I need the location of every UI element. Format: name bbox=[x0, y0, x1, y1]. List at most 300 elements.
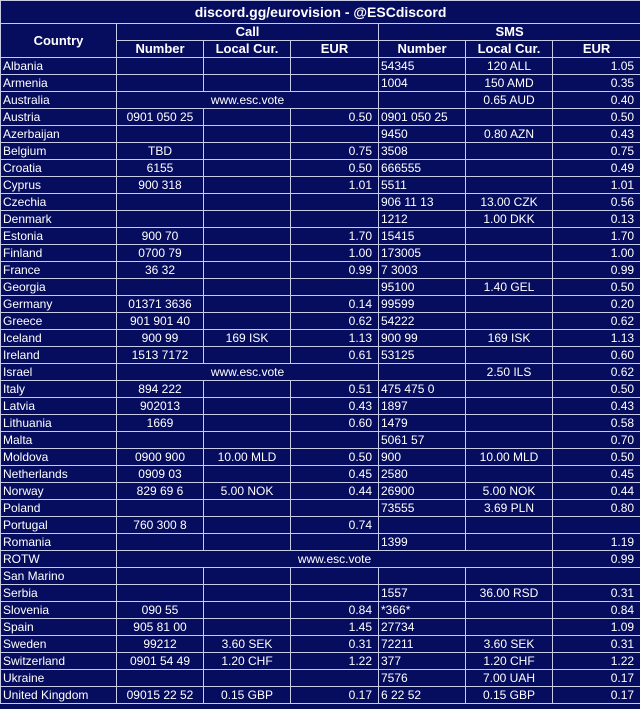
sms-number-cell: *366* bbox=[379, 602, 466, 619]
call-eur-cell: 1.01 bbox=[291, 177, 379, 194]
sms-local-currency-cell: 1.40 GEL bbox=[466, 279, 553, 296]
sms-number-cell: 3508 bbox=[379, 143, 466, 160]
sms-local-currency-cell: 120 ALL bbox=[466, 58, 553, 75]
sms-local-currency-cell: 36.00 RSD bbox=[466, 585, 553, 602]
call-number-cell bbox=[117, 75, 204, 92]
call-local-currency-cell bbox=[204, 228, 291, 245]
table-row bbox=[1, 398, 640, 415]
call-local-currency-cell bbox=[204, 500, 291, 517]
sms-local-currency-cell bbox=[466, 109, 553, 126]
call-eur-cell: 0.51 bbox=[291, 381, 379, 398]
sms-number-cell: 15415 bbox=[379, 228, 466, 245]
table-row bbox=[1, 194, 640, 211]
call-local-currency-header: Local Cur. bbox=[204, 41, 291, 58]
sms-eur-cell: 0.62 bbox=[553, 364, 640, 381]
table-row bbox=[1, 160, 640, 177]
country-cell: Greece bbox=[1, 313, 117, 330]
country-cell: Denmark bbox=[1, 211, 117, 228]
call-number-cell: 0900 900 bbox=[117, 449, 204, 466]
sms-local-currency-cell: 3.60 SEK bbox=[466, 636, 553, 653]
sms-number-cell: 1479 bbox=[379, 415, 466, 432]
table-row bbox=[1, 432, 640, 449]
country-cell: Iceland bbox=[1, 330, 117, 347]
call-number-cell: 1669 bbox=[117, 415, 204, 432]
table-row bbox=[1, 500, 640, 517]
sms-eur-cell: 0.49 bbox=[553, 160, 640, 177]
table-row bbox=[1, 653, 640, 670]
table-row bbox=[1, 415, 640, 432]
sms-eur-cell: 0.20 bbox=[553, 296, 640, 313]
sms-eur-cell: 0.31 bbox=[553, 636, 640, 653]
table-row bbox=[1, 670, 640, 687]
country-cell: Austria bbox=[1, 109, 117, 126]
call-local-currency-cell bbox=[204, 534, 291, 551]
call-eur-cell bbox=[291, 279, 379, 296]
table-row bbox=[1, 619, 640, 636]
call-local-currency-cell bbox=[204, 160, 291, 177]
sms-number-cell: 377 bbox=[379, 653, 466, 670]
sms-number-cell: 1004 bbox=[379, 75, 466, 92]
table-row bbox=[1, 177, 640, 194]
country-cell: Portugal bbox=[1, 517, 117, 534]
sms-eur-cell: 0.44 bbox=[553, 483, 640, 500]
table-row bbox=[1, 534, 640, 551]
call-local-currency-cell: 0.15 GBP bbox=[204, 687, 291, 704]
sms-local-currency-cell bbox=[466, 296, 553, 313]
sms-local-currency-cell: 13.00 CZK bbox=[466, 194, 553, 211]
country-cell: Switzerland bbox=[1, 653, 117, 670]
table-row bbox=[1, 75, 640, 92]
table-row bbox=[1, 143, 640, 160]
call-local-currency-cell: 3.60 SEK bbox=[204, 636, 291, 653]
table-row bbox=[1, 262, 640, 279]
call-eur-cell bbox=[291, 500, 379, 517]
sms-eur-cell: 1.05 bbox=[553, 58, 640, 75]
country-cell: Georgia bbox=[1, 279, 117, 296]
call-eur-cell bbox=[291, 58, 379, 75]
sms-number-cell: 1399 bbox=[379, 534, 466, 551]
sms-eur-cell: 1.13 bbox=[553, 330, 640, 347]
country-cell: Serbia bbox=[1, 585, 117, 602]
country-cell: Spain bbox=[1, 619, 117, 636]
call-local-currency-cell bbox=[204, 143, 291, 160]
sms-number-cell: 1897 bbox=[379, 398, 466, 415]
sms-number-cell: 27734 bbox=[379, 619, 466, 636]
country-cell: Ireland bbox=[1, 347, 117, 364]
call-eur-cell: 0.50 bbox=[291, 449, 379, 466]
vote-website-cell: www.esc.vote bbox=[117, 551, 553, 568]
table-row bbox=[1, 330, 640, 347]
sms-eur-cell: 0.75 bbox=[553, 143, 640, 160]
call-number-cell bbox=[117, 126, 204, 143]
sms-local-currency-cell bbox=[466, 245, 553, 262]
table-row bbox=[1, 602, 640, 619]
call-number-cell: 900 99 bbox=[117, 330, 204, 347]
call-number-cell bbox=[117, 534, 204, 551]
sms-number-cell: 73555 bbox=[379, 500, 466, 517]
sms-eur-cell: 0.43 bbox=[553, 398, 640, 415]
call-number-cell: 902013 bbox=[117, 398, 204, 415]
sms-number-cell: 7576 bbox=[379, 670, 466, 687]
country-cell: ROTW bbox=[1, 551, 117, 568]
call-eur-cell bbox=[291, 194, 379, 211]
sms-local-currency-cell bbox=[466, 381, 553, 398]
call-number-cell: 905 81 00 bbox=[117, 619, 204, 636]
call-local-currency-cell: 10.00 MLD bbox=[204, 449, 291, 466]
table-row bbox=[1, 296, 640, 313]
call-local-currency-cell bbox=[204, 585, 291, 602]
call-eur-cell: 0.50 bbox=[291, 109, 379, 126]
call-number-cell bbox=[117, 279, 204, 296]
call-number-cell: 090 55 bbox=[117, 602, 204, 619]
call-eur-cell bbox=[291, 432, 379, 449]
call-number-cell bbox=[117, 585, 204, 602]
call-eur-cell bbox=[291, 585, 379, 602]
sms-number-cell: 906 11 13 bbox=[379, 194, 466, 211]
country-cell: Malta bbox=[1, 432, 117, 449]
table-row bbox=[1, 585, 640, 602]
call-header: Call bbox=[117, 24, 379, 41]
sms-local-currency-cell bbox=[466, 432, 553, 449]
country-cell: Azerbaijan bbox=[1, 126, 117, 143]
sms-eur-cell: 1.70 bbox=[553, 228, 640, 245]
table-title: discord.gg/eurovision - @ESCdiscord bbox=[1, 1, 640, 24]
call-local-currency-cell bbox=[204, 279, 291, 296]
sms-local-currency-cell bbox=[466, 415, 553, 432]
call-number-cell: 99212 bbox=[117, 636, 204, 653]
country-cell: San Marino bbox=[1, 568, 117, 585]
call-eur-cell: 0.62 bbox=[291, 313, 379, 330]
call-eur-cell bbox=[291, 534, 379, 551]
country-cell: Netherlands bbox=[1, 466, 117, 483]
sms-number-cell: 1557 bbox=[379, 585, 466, 602]
country-cell: Armenia bbox=[1, 75, 117, 92]
table-row bbox=[1, 211, 640, 228]
sms-header: SMS bbox=[379, 24, 640, 41]
sms-eur-cell: 1.19 bbox=[553, 534, 640, 551]
table-row bbox=[1, 636, 640, 653]
sms-number-cell bbox=[379, 92, 466, 109]
call-eur-cell: 0.50 bbox=[291, 160, 379, 177]
table-row bbox=[1, 58, 640, 75]
sms-number-cell: 26900 bbox=[379, 483, 466, 500]
call-local-currency-cell: 169 ISK bbox=[204, 330, 291, 347]
country-cell: Albania bbox=[1, 58, 117, 75]
call-local-currency-cell bbox=[204, 75, 291, 92]
sms-number-cell: 5061 57 bbox=[379, 432, 466, 449]
call-number-cell: 1513 7172 bbox=[117, 347, 204, 364]
table-row bbox=[1, 228, 640, 245]
sms-number-cell: 666555 bbox=[379, 160, 466, 177]
table-row bbox=[1, 245, 640, 262]
country-cell: Israel bbox=[1, 364, 117, 381]
country-cell: Italy bbox=[1, 381, 117, 398]
sms-number-cell: 54222 bbox=[379, 313, 466, 330]
sms-local-currency-header: Local Cur. bbox=[466, 41, 553, 58]
call-number-cell bbox=[117, 670, 204, 687]
call-local-currency-cell bbox=[204, 126, 291, 143]
call-number-cell: 36 32 bbox=[117, 262, 204, 279]
country-cell: Germany bbox=[1, 296, 117, 313]
call-number-cell bbox=[117, 211, 204, 228]
call-local-currency-cell bbox=[204, 432, 291, 449]
table-body bbox=[1, 58, 640, 704]
sms-eur-cell: 0.99 bbox=[553, 262, 640, 279]
call-number-cell: 0700 79 bbox=[117, 245, 204, 262]
call-local-currency-cell bbox=[204, 381, 291, 398]
sms-eur-cell: 0.35 bbox=[553, 75, 640, 92]
table-row bbox=[1, 313, 640, 330]
vote-website-cell: www.esc.vote bbox=[117, 92, 379, 109]
table-row bbox=[1, 381, 640, 398]
sms-eur-cell: 0.17 bbox=[553, 670, 640, 687]
sms-local-currency-cell: 5.00 NOK bbox=[466, 483, 553, 500]
call-eur-cell bbox=[291, 126, 379, 143]
call-local-currency-cell bbox=[204, 670, 291, 687]
country-cell: Sweden bbox=[1, 636, 117, 653]
sms-eur-cell: 0.80 bbox=[553, 500, 640, 517]
country-cell: Australia bbox=[1, 92, 117, 109]
country-cell: Finland bbox=[1, 245, 117, 262]
sms-eur-cell: 0.43 bbox=[553, 126, 640, 143]
call-eur-cell: 1.45 bbox=[291, 619, 379, 636]
call-eur-cell: 0.60 bbox=[291, 415, 379, 432]
table-row bbox=[1, 568, 640, 585]
sms-number-cell: 7 3003 bbox=[379, 262, 466, 279]
sms-local-currency-cell bbox=[466, 160, 553, 177]
call-number-cell: 01371 3636 bbox=[117, 296, 204, 313]
sms-eur-cell: 0.40 bbox=[553, 92, 640, 109]
sms-number-cell: 6 22 52 bbox=[379, 687, 466, 704]
sms-number-cell: 900 99 bbox=[379, 330, 466, 347]
sms-local-currency-cell: 150 AMD bbox=[466, 75, 553, 92]
sms-local-currency-cell: 0.65 AUD bbox=[466, 92, 553, 109]
call-eur-header: EUR bbox=[291, 41, 379, 58]
country-cell: Czechia bbox=[1, 194, 117, 211]
sms-number-cell: 475 475 0 bbox=[379, 381, 466, 398]
sms-eur-cell: 1.00 bbox=[553, 245, 640, 262]
sms-eur-cell: 0.50 bbox=[553, 279, 640, 296]
sms-local-currency-cell bbox=[466, 619, 553, 636]
vote-website-cell: www.esc.vote bbox=[117, 364, 379, 381]
sms-local-currency-cell bbox=[466, 347, 553, 364]
call-number-cell: 760 300 8 bbox=[117, 517, 204, 534]
call-local-currency-cell bbox=[204, 262, 291, 279]
call-local-currency-cell bbox=[204, 466, 291, 483]
table-row bbox=[1, 483, 640, 500]
country-cell: Moldova bbox=[1, 449, 117, 466]
call-eur-cell: 0.44 bbox=[291, 483, 379, 500]
sms-number-cell: 900 bbox=[379, 449, 466, 466]
sms-eur-cell: 1.22 bbox=[553, 653, 640, 670]
sms-local-currency-cell bbox=[466, 534, 553, 551]
call-number-cell bbox=[117, 568, 204, 585]
call-eur-cell: 0.31 bbox=[291, 636, 379, 653]
table-row bbox=[1, 687, 640, 704]
call-local-currency-cell bbox=[204, 58, 291, 75]
call-number-cell: 6155 bbox=[117, 160, 204, 177]
call-number-cell: 894 222 bbox=[117, 381, 204, 398]
sms-eur-cell: 0.31 bbox=[553, 585, 640, 602]
call-local-currency-cell bbox=[204, 415, 291, 432]
sms-number-cell: 5511 bbox=[379, 177, 466, 194]
call-number-header: Number bbox=[117, 41, 204, 58]
call-local-currency-cell bbox=[204, 313, 291, 330]
sms-number-cell bbox=[379, 517, 466, 534]
sms-eur-cell: 0.17 bbox=[553, 687, 640, 704]
sms-local-currency-cell bbox=[466, 466, 553, 483]
sms-local-currency-cell bbox=[466, 398, 553, 415]
call-eur-cell: 0.75 bbox=[291, 143, 379, 160]
sms-number-cell: 0901 050 25 bbox=[379, 109, 466, 126]
sms-number-cell: 1212 bbox=[379, 211, 466, 228]
sms-eur-cell: 0.84 bbox=[553, 602, 640, 619]
call-eur-cell: 0.84 bbox=[291, 602, 379, 619]
call-local-currency-cell bbox=[204, 296, 291, 313]
call-eur-cell: 1.70 bbox=[291, 228, 379, 245]
sms-eur-header: EUR bbox=[553, 41, 640, 58]
call-local-currency-cell bbox=[204, 177, 291, 194]
call-number-cell bbox=[117, 500, 204, 517]
country-cell: Estonia bbox=[1, 228, 117, 245]
call-local-currency-cell bbox=[204, 398, 291, 415]
sms-local-currency-cell: 2.50 ILS bbox=[466, 364, 553, 381]
country-cell: Norway bbox=[1, 483, 117, 500]
call-number-cell: 900 70 bbox=[117, 228, 204, 245]
table-row bbox=[1, 109, 640, 126]
country-cell: Poland bbox=[1, 500, 117, 517]
table-row bbox=[1, 364, 640, 381]
sms-local-currency-cell: 0.80 AZN bbox=[466, 126, 553, 143]
country-cell: Slovenia bbox=[1, 602, 117, 619]
sms-eur-cell: 1.09 bbox=[553, 619, 640, 636]
sms-local-currency-cell bbox=[466, 568, 553, 585]
call-number-cell: 09015 22 52 bbox=[117, 687, 204, 704]
call-eur-cell bbox=[291, 670, 379, 687]
call-local-currency-cell: 5.00 NOK bbox=[204, 483, 291, 500]
country-cell: Cyprus bbox=[1, 177, 117, 194]
table-row bbox=[1, 92, 640, 109]
call-local-currency-cell bbox=[204, 109, 291, 126]
call-eur-cell: 0.45 bbox=[291, 466, 379, 483]
sms-eur-cell: 0.50 bbox=[553, 449, 640, 466]
call-local-currency-cell bbox=[204, 245, 291, 262]
sms-number-cell: 9450 bbox=[379, 126, 466, 143]
table-row bbox=[1, 347, 640, 364]
sms-local-currency-cell: 0.15 GBP bbox=[466, 687, 553, 704]
country-cell: Ukraine bbox=[1, 670, 117, 687]
call-eur-cell: 1.13 bbox=[291, 330, 379, 347]
sms-local-currency-cell bbox=[466, 517, 553, 534]
country-cell: Belgium bbox=[1, 143, 117, 160]
call-local-currency-cell bbox=[204, 602, 291, 619]
sms-number-cell bbox=[379, 568, 466, 585]
country-cell: France bbox=[1, 262, 117, 279]
call-number-cell: 0909 03 bbox=[117, 466, 204, 483]
sms-local-currency-cell bbox=[466, 602, 553, 619]
sms-eur-cell: 0.70 bbox=[553, 432, 640, 449]
country-cell: United Kingdom bbox=[1, 687, 117, 704]
sms-eur-cell: 0.56 bbox=[553, 194, 640, 211]
call-eur-cell: 0.99 bbox=[291, 262, 379, 279]
call-eur-cell bbox=[291, 211, 379, 228]
sms-number-cell: 72211 bbox=[379, 636, 466, 653]
sms-number-cell: 2580 bbox=[379, 466, 466, 483]
call-eur-cell bbox=[291, 75, 379, 92]
sms-eur-cell: 0.60 bbox=[553, 347, 640, 364]
sms-number-cell: 95100 bbox=[379, 279, 466, 296]
sms-number-cell: 99599 bbox=[379, 296, 466, 313]
sms-local-currency-cell bbox=[466, 177, 553, 194]
table-row bbox=[1, 551, 640, 568]
sms-number-cell: 54345 bbox=[379, 58, 466, 75]
sms-eur-cell bbox=[553, 568, 640, 585]
sms-number-header: Number bbox=[379, 41, 466, 58]
sms-eur-cell: 0.13 bbox=[553, 211, 640, 228]
sms-eur-cell bbox=[553, 517, 640, 534]
call-number-cell: 0901 050 25 bbox=[117, 109, 204, 126]
country-cell: Lithuania bbox=[1, 415, 117, 432]
call-eur-cell bbox=[291, 568, 379, 585]
sms-local-currency-cell: 3.69 PLN bbox=[466, 500, 553, 517]
sms-local-currency-cell bbox=[466, 228, 553, 245]
sms-local-currency-cell: 1.00 DKK bbox=[466, 211, 553, 228]
call-local-currency-cell bbox=[204, 347, 291, 364]
sms-number-cell bbox=[379, 364, 466, 381]
call-local-currency-cell bbox=[204, 194, 291, 211]
call-local-currency-cell bbox=[204, 517, 291, 534]
sms-eur-cell: 1.01 bbox=[553, 177, 640, 194]
sms-local-currency-cell bbox=[466, 313, 553, 330]
sms-eur-cell: 0.50 bbox=[553, 109, 640, 126]
call-local-currency-cell bbox=[204, 619, 291, 636]
sms-eur-cell: 0.62 bbox=[553, 313, 640, 330]
table-row bbox=[1, 126, 640, 143]
table-row bbox=[1, 466, 640, 483]
table-row bbox=[1, 279, 640, 296]
call-number-cell: TBD bbox=[117, 143, 204, 160]
sms-local-currency-cell: 10.00 MLD bbox=[466, 449, 553, 466]
sms-eur-cell: 0.45 bbox=[553, 466, 640, 483]
call-eur-cell: 0.43 bbox=[291, 398, 379, 415]
table-row bbox=[1, 449, 640, 466]
sms-local-currency-cell bbox=[466, 262, 553, 279]
call-local-currency-cell bbox=[204, 568, 291, 585]
call-eur-cell: 1.22 bbox=[291, 653, 379, 670]
sms-local-currency-cell: 169 ISK bbox=[466, 330, 553, 347]
call-eur-cell: 0.17 bbox=[291, 687, 379, 704]
call-eur-cell: 1.00 bbox=[291, 245, 379, 262]
call-eur-cell: 0.74 bbox=[291, 517, 379, 534]
call-local-currency-cell: 1.20 CHF bbox=[204, 653, 291, 670]
sms-eur-cell: 0.58 bbox=[553, 415, 640, 432]
sms-local-currency-cell: 7.00 UAH bbox=[466, 670, 553, 687]
call-number-cell: 901 901 40 bbox=[117, 313, 204, 330]
call-number-cell bbox=[117, 194, 204, 211]
sms-local-currency-cell: 1.20 CHF bbox=[466, 653, 553, 670]
sms-eur-cell: 0.99 bbox=[553, 551, 640, 568]
sms-number-cell: 53125 bbox=[379, 347, 466, 364]
call-local-currency-cell bbox=[204, 211, 291, 228]
sms-local-currency-cell bbox=[466, 143, 553, 160]
call-number-cell: 829 69 6 bbox=[117, 483, 204, 500]
country-cell: Croatia bbox=[1, 160, 117, 177]
call-number-cell bbox=[117, 58, 204, 75]
sms-number-cell: 173005 bbox=[379, 245, 466, 262]
country-cell: Romania bbox=[1, 534, 117, 551]
call-eur-cell: 0.14 bbox=[291, 296, 379, 313]
call-number-cell bbox=[117, 432, 204, 449]
